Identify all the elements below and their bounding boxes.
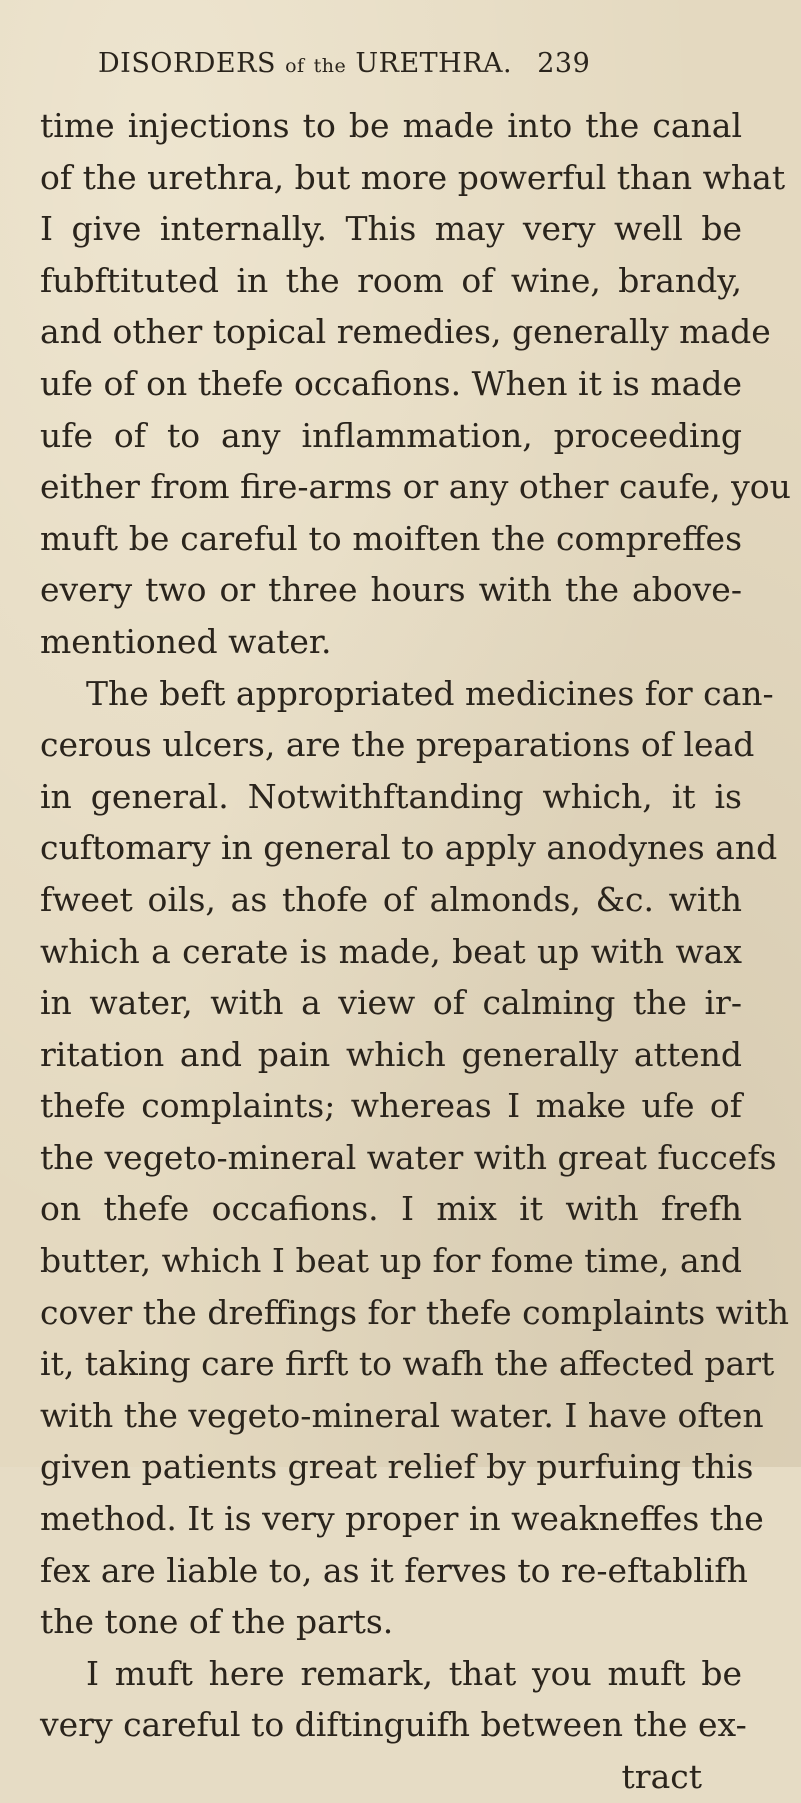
text-line: of the urethra, but more powerful than what	[40, 157, 786, 197]
header-title-of: of	[285, 55, 305, 77]
text-line: mentioned water.	[40, 621, 332, 661]
text-line: ritation and pain which generally attend	[40, 1034, 742, 1074]
text-line: time injections to be made into the canal	[40, 106, 742, 145]
text-line: cover the dreffings for thefe complaints with	[40, 1292, 789, 1332]
text-line: cerous ulcers, are the preparations of lead	[40, 725, 755, 765]
text-line: I give internally. This may very well be	[40, 209, 742, 249]
header-title-the: the	[313, 55, 347, 77]
running-head	[98, 48, 738, 79]
text-line: either from fire-arms or any other caufe, you	[40, 467, 791, 507]
text-line: very careful to diftinguifh between the ex-	[40, 1705, 747, 1745]
text-line: the tone of the parts.	[40, 1602, 394, 1642]
text-line: given patients great relief by purfuing this	[40, 1447, 754, 1487]
text-line: thefe complaints; whereas I make ufe of	[40, 1086, 742, 1126]
text-line: in water, with a view of calming the ir-	[40, 983, 742, 1023]
text-line: fweet oils, as thofe of almonds, &c. with	[40, 879, 742, 919]
paragraph-start-line: The beft appropriated medicines for can-	[86, 673, 774, 713]
text-line: butter, which I beat up for fome time, and	[40, 1241, 742, 1281]
text-line: and other topical remedies, generally made	[40, 312, 771, 352]
text-line: on thefe occafions. I mix it with frefh	[40, 1189, 742, 1229]
text-line: ufe of on thefe occafions. When it is made	[40, 363, 742, 403]
text-line: it, taking care firft to wafh the affected part	[40, 1344, 775, 1384]
catchword: tract	[621, 1757, 702, 1796]
text-line: muft be careful to moiften the compreffes	[40, 518, 742, 558]
text-line: which a cerate is made, beat up with wax	[40, 931, 742, 971]
text-line: ufe of to any inflammation, proceeding	[40, 415, 742, 455]
paragraph-start-line: I muft here remark, that you muft be	[86, 1653, 742, 1693]
text-line: with the vegeto-mineral water. I have often	[40, 1395, 764, 1435]
text-line: fex are liable to, as it ferves to re-eftablifh	[40, 1550, 748, 1590]
page-number: 239	[537, 48, 591, 79]
text-line: the vegeto-mineral water with great fuccefs	[40, 1137, 777, 1177]
text-line: cuftomary in general to apply anodynes and	[40, 828, 778, 868]
header-title-main: DISORDERS	[98, 48, 276, 79]
header-title-end: URETHRA.	[355, 48, 513, 79]
text-line: every two or three hours with the above-	[40, 570, 742, 610]
text-line: fubftituted in the room of wine, brandy,	[40, 260, 742, 300]
text-line: method. It is very proper in weakneffes the	[40, 1499, 764, 1539]
body-text	[40, 100, 791, 1803]
text-line: in general. Notwithftanding which, it is	[40, 776, 742, 816]
